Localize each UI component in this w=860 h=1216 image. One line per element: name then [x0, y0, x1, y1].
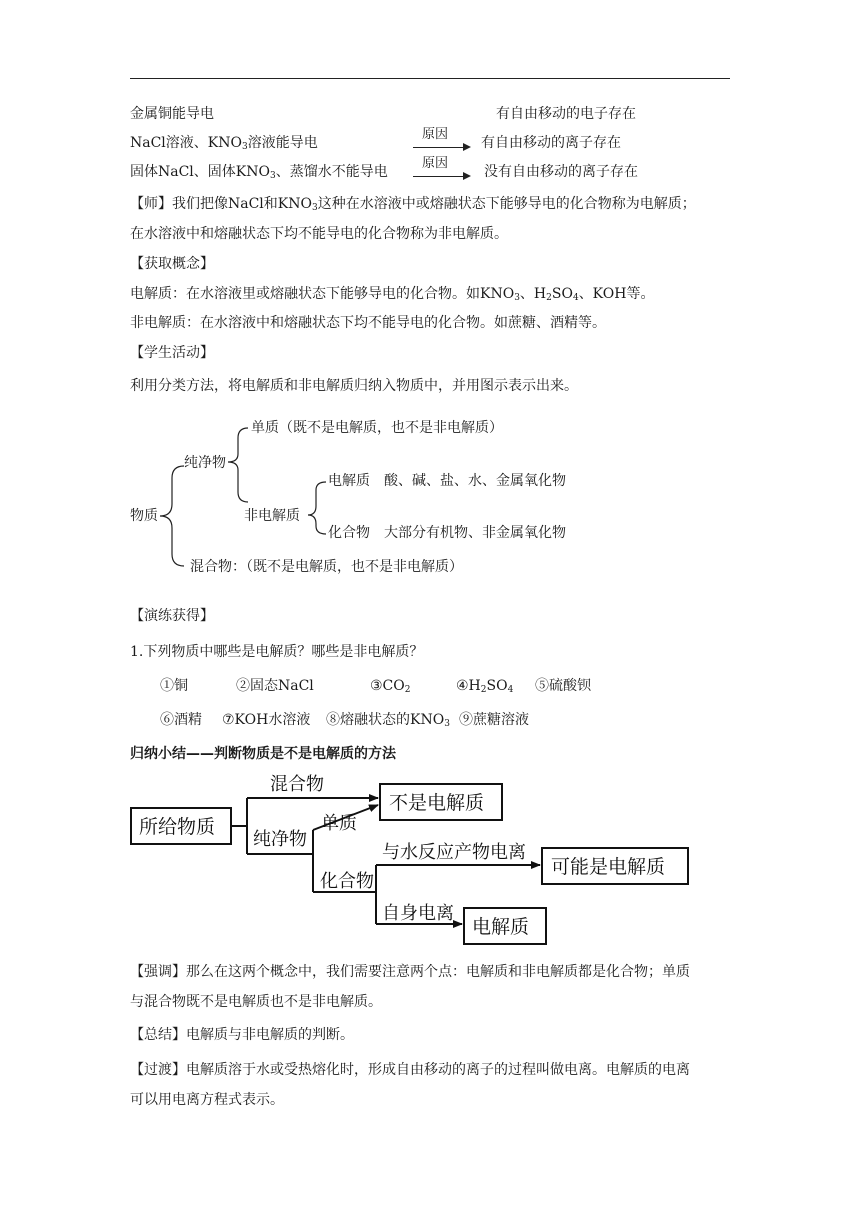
- emphasis-line1: 【强调】那么在这两个概念中，我们需要注意两个点：电解质和非电解质都是化合物；单质: [130, 964, 690, 980]
- copper-conducts: 金属铜能导电: [130, 106, 214, 122]
- flow-element: 单质: [321, 813, 357, 834]
- flow-given: 所给物质: [139, 816, 216, 838]
- solution-conducts: NaCl溶液、$KNO_3$溶液能导电: [130, 135, 318, 152]
- free-electrons-reason: 有自由移动的电子存在: [496, 106, 636, 122]
- reason-label-2: 原因: [422, 156, 449, 171]
- emphasis-line2: 与混合物既不是电解质也不是非电解质。: [130, 994, 382, 1010]
- transition-line2: 可以用电离方程式表示。: [130, 1092, 284, 1108]
- option-9: ⑨蔗糖溶液: [459, 712, 529, 728]
- tree-pure-substance: 纯净物: [184, 455, 226, 471]
- tree-element: 单质（既不是电解质，也不是非电解质）: [251, 420, 503, 436]
- option-4: $④H_2SO_4$: [456, 678, 514, 695]
- flow-compound: 化合物: [320, 871, 374, 892]
- electrolyte-definition: 电解质：在水溶液里或熔融状态下能够导电的化合物。如$KNO_3$、$H_2SO_4$、KOH等。: [130, 286, 655, 303]
- nonelectrolyte-definition: 非电解质：在水溶液中和熔融状态下均不能导电的化合物。如蔗糖、酒精等。: [130, 315, 606, 331]
- flow-self-ionize: 自身电离: [382, 903, 454, 924]
- reason-label-1: 原因: [422, 127, 449, 142]
- free-ions-reason: 有自由移动的离子存在: [481, 135, 621, 151]
- option-2: ②固态NaCl: [236, 678, 314, 694]
- flow-mixture: 混合物: [270, 774, 324, 795]
- flow-pure: 纯净物: [253, 829, 307, 850]
- practice-heading: 【演练获得】: [130, 608, 214, 624]
- option-1: ①铜: [160, 678, 188, 694]
- no-free-ions-reason: 没有自由移动的离子存在: [484, 164, 638, 180]
- flow-react-water: 与水反应产物电离: [382, 842, 526, 863]
- summary-heading: 归纳小结——判断物质是不是电解质的方法: [130, 746, 396, 762]
- activity-text: 利用分类方法，将电解质和非电解质归纳入物质中，并用图示表示出来。: [130, 378, 578, 394]
- option-6: ⑥酒精: [160, 712, 202, 728]
- transition-line1: 【过渡】电解质溶于水或受热熔化时，形成自由移动的离子的过程叫做电离。电解质的电离: [130, 1062, 690, 1078]
- option-5: ⑤硫酸钡: [535, 678, 591, 694]
- flow-maybe-electrolyte: 可能是电解质: [551, 856, 666, 878]
- flow-not-electrolyte: 不是电解质: [389, 792, 485, 814]
- teacher-definition-line1: 【师】我们把像NaCl和$KNO_3$这种在水溶液中或熔融状态下能够导电的化合物称为电解质；: [130, 196, 696, 213]
- conclusion: 【总结】电解质与非电解质的判断。: [130, 1027, 354, 1043]
- option-3: $③CO_2$: [370, 678, 411, 695]
- tree-compound-row: 化合物 大部分有机物、非金属氧化物: [328, 525, 566, 541]
- teacher-definition-line2: 在水溶液中和熔融状态下均不能导电的化合物称为非电解质。: [130, 226, 508, 242]
- tree-non-electrolyte: 非电解质: [244, 508, 300, 524]
- activity-heading: 【学生活动】: [130, 345, 214, 361]
- practice-question: 1.下列物质中哪些是电解质？哪些是非电解质？: [130, 644, 424, 660]
- option-8: ⑧熔融状态的$KNO_3$: [326, 712, 450, 729]
- tree-electrolyte-row: 电解质 酸、碱、盐、水、金属氧化物: [328, 473, 566, 489]
- solid-not-conduct: 固体NaCl、固体$KNO_3$、蒸馏水不能导电: [130, 164, 388, 181]
- concept-heading: 【获取概念】: [130, 256, 214, 272]
- flow-electrolyte: 电解质: [472, 916, 530, 938]
- tree-mixture: 混合物：（既不是电解质，也不是非电解质）: [190, 559, 463, 575]
- option-7: ⑦KOH水溶液: [222, 712, 311, 728]
- tree-root: 物质: [130, 508, 158, 524]
